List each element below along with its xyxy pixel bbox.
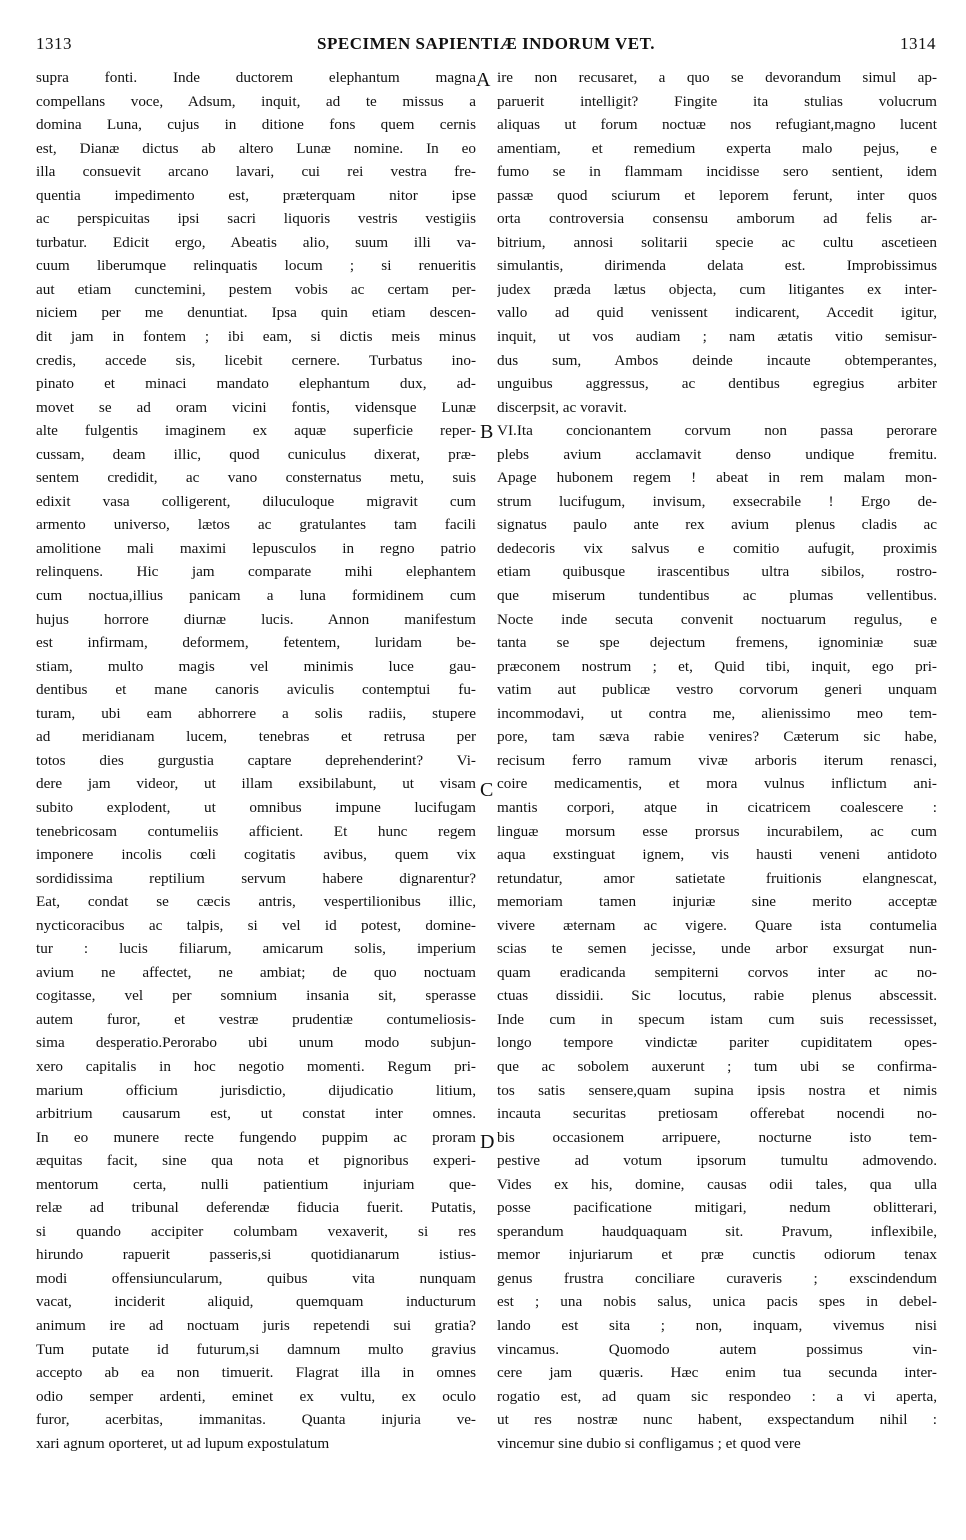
text-line: Nocte inde secuta convenit noctuarum regulus, e [497,610,937,628]
text-line: amolitione mali maximi lepusculos in regno patrio [36,539,476,557]
text-line: niciem per me denuntiat. Ipsa quin etiam descen- [36,304,476,322]
text-line: subito explodent, ut omnibus impune lucifugam [36,798,476,816]
text-line: tanta se spe dejectum fremens, ignominiæ suæ [497,634,937,652]
text-line: ctuas dissidii. Sic locutus, rabie plenus abscessit. [497,987,937,1005]
text-line: odio semper ardenti, eminet ex vultu, ex oculo [36,1387,476,1405]
text-line: simulantis, dirimenda delata est. Improbissimus [497,257,937,275]
text-line: memoriam tamen injuriæ sine merito acceptæ [497,893,937,911]
left-column [36,66,476,1455]
text-line: ut res nostræ nunc habent, exspectandum nihil : [497,1411,937,1429]
margin-letter-b: B [480,421,494,443]
text-line: sordidissima reptilium servum habere dignarentur? [36,869,476,887]
text-line: dit jam in fontem ; ibi eam, si dictis meis minus [36,328,476,346]
text-line: est, Dianæ dictus ab altero Lunæ nomine. In eo [36,139,476,157]
text-line: æquitas facit, sine qua nota et pignoribus experi- [36,1152,476,1170]
text-line: incommodavi, ut contra me, alienissimo meo tem- [497,704,937,722]
text-line: animum ire ad noctuam juris repetendi sui gratia? [36,1316,476,1334]
text-line: accepto ab ea non timuerit. Flagrat illa in omnes [36,1364,476,1382]
text-line: modi offensiuncularum, quibus vita nunquam [36,1269,476,1287]
text-line: vivere æternam ac vigere. Quare ista contumelia [497,916,937,934]
text-line: alte fulgentis imaginem ex aquæ superficie reper- [36,422,476,440]
text-line: longo tempore vindictæ pariter cupiditatem opes- [497,1034,937,1052]
text-line: signatus paulo ante rex avium plenus cladis ac [497,516,937,534]
text-line: aliquas ut forum noctuæ nos refugiant,magno lucent [497,116,937,134]
text-line: avium ne affectet, ne ambiat; de quo noctuam [36,963,476,981]
text-line: autem furor, et vestræ prudentiæ contumeliosis- [36,1010,476,1028]
text-line: que ac sobolem auxerunt ; tum ubi se confirma- [497,1057,937,1075]
text-line: si quando accipiter columbam vexaverit, si res [36,1222,476,1240]
text-line: ad meridianam lucem, tenebras et retrusa per [36,728,476,746]
text-line: hirundo rapuerit passeris,si quotidianarum istius- [36,1246,476,1264]
text-line: dus sum, Ambos deinde incaute obtemperantes, [497,351,937,369]
text-line: edixit vasa colligerent, diluculoque migravit cum [36,492,476,510]
text-line: judex præda lætus objecta, cum litigantes ex inter- [497,280,937,298]
text-line: unguibus aggressus, ac dentibus egregius arbiter [497,375,937,393]
text-line: cuum liberumque relinquatis locum ; si renueritis [36,257,476,275]
text-line: coire medicamentis, et mora vulnus inflictum ani- [497,775,937,793]
right-column [497,66,937,1455]
text-line: incauta securitas pretiosam offerebat nocendi no- [497,1105,937,1123]
text-line: dedecoris vix salvus e comitio aufugit, proximis [497,539,937,557]
text-line: scias te semen jecisse, unde arbor exsurgat nun- [497,940,937,958]
text-line: retundatur, amor satietate fruitionis elangnescat, [497,869,937,887]
text-line: dentibus et mane canoris aviculis contemptui fu- [36,681,476,699]
text-line: tos satis sensere,quam supina ipsis nostra et nimis [497,1081,937,1099]
text-line: sentem credidit, ac vano consternatus metu, suis [36,469,476,487]
text-line: pore, tam sæva rabie venires? Cæterum sic habe, [497,728,937,746]
text-line: cere jam quæris. Hæc enim tua secunda inter- [497,1364,937,1382]
text-line: supra fonti. Inde ductorem elephantum magna [36,69,476,86]
text-line: Tum putate id futurum,si damnum multo gravius [36,1340,476,1358]
text-line: xari agnum oporteret, ut ad lupum expostulatum [36,1434,330,1452]
text-line: furor, acerbitas, immanitas. Quanta injuria ve- [36,1411,476,1429]
text-line: pestive ad votum ipsorum tumultu admovendo. [497,1152,937,1170]
text-line: ac perspicuitas ipsi sacri liquoris vestris vestigiis [36,210,476,228]
text-line: turbatur. Edicit ergo, Abeatis alio, suum illi va- [36,233,476,251]
margin-letter-d: D [480,1131,495,1153]
text-line: genus frustra conciliare curaveris ; exscindendum [497,1269,937,1287]
text-line: memor injuriarum et præ cunctis odiorum tenax [497,1246,937,1264]
text-line: hujus horrore diurnæ lucis. Annon manifestum [36,610,476,628]
text-line: VI.Ita concionantem corvum non passa perorare [497,422,937,440]
text-line: movet se ad oram vicini fontis, vidensque Lunæ [36,398,476,416]
text-line: nycticoracibus ac talpis, si vel id potest, domine- [36,916,476,934]
text-line: vacat, inciderit aliquid, quemquam inducturum [36,1293,476,1311]
text-line: mantis corpori, atque in cicatricem coalescere : [497,798,937,816]
text-line: turam, ubi eam abhorrere a solis radiis, stupere [36,704,476,722]
text-line: marium officium jurisdictio, dijudicatio litium, [36,1081,476,1099]
text-line: recisum ferro ramum vivæ arboris iterum renasci, [497,751,937,769]
text-line: discerpsit, ac voravit. [497,398,627,416]
text-line: sima desperatio.Perorabo ubi unum modo subjun- [36,1034,476,1052]
text-line: etiam quibusque irascentibus ultra sibilos, rostro- [497,563,937,581]
running-title: SPECIMEN SAPIENTIÆ INDORUM VET. [317,34,655,53]
text-line: ire non recusaret, a quo se devorandum simul ap- [497,69,937,86]
text-line: fumo se in flammam incidisse sero sentient, idem [497,163,937,181]
text-line: aqua exstinguat ignem, vis hausti veneni antidoto [497,846,937,864]
text-line: inquit, ut vos audiam ; nam ætatis vitio semisur- [497,328,937,346]
text-line: Inde cum in specum istam cum suis recessisset, [497,1010,937,1028]
text-line: orta controversia consensu amborum ad felis ar- [497,210,937,228]
text-line: bis occasionem arripuere, nocturne isto tem- [497,1128,937,1146]
text-line: vincamus. Quomodo autem possimus vin- [497,1340,937,1358]
text-line: que miserum tundentibus ac plumas vellentibus. [497,587,937,605]
text-line: plebs avium acclamavit denso undique fremitu. [497,445,937,463]
text-line: cogitasse, vel per somnium insania sit, sperasse [36,987,476,1005]
page-number-left: 1313 [36,34,72,53]
text-line: tur : lucis filiarum, amicarum solis, imperium [36,940,476,958]
margin-letter-a: A [476,69,491,91]
text-line: cussam, deam illic, quod cuniculus dixerat, præ- [36,445,476,463]
text-line: dere jam videor, ut illam exsibilabunt, ut visam [36,775,476,793]
text-line: pinato et minaci mandato elephantum dux, ad- [36,375,476,393]
margin-letter-c: C [480,779,494,801]
text-line: totos dies gurgustia captare deprehenderint? Vi- [36,751,476,769]
text-line: aut etiam cunctemini, pestem vobis ac certam per- [36,280,476,298]
text-line: sperandum haudquaquam sit. Pravum, inflexibile, [497,1222,937,1240]
text-line: vallo ad quid venissent indicarent, Accedit igitur, [497,304,937,322]
text-line: Apage hubonem regem ! abeat in rem malam mon- [497,469,937,487]
text-line: compellans voce, Adsum, inquit, ad te missus a [36,92,476,110]
text-line: relinquens. Hic jam comparate mihi elephantem [36,563,476,581]
text-line: cum noctua,illius panicam a luna formidinem cum [36,587,476,605]
text-line: Vides ex his, domine, causas odii tales, qua ulla [497,1175,937,1193]
text-line: armento universo, lætos ac gratulantes tam facili [36,516,476,534]
text-line: In eo munere recte fungendo puppim ac proram [36,1128,476,1146]
text-line: rogatio est, ad quam sic respondeo : a vi aperta, [497,1387,937,1405]
text-line: tenebricosam contumeliis afficient. Et hunc regem [36,822,476,840]
text-line: domina Luna, cujus in ditione fons quem cernis [36,116,476,134]
text-line: posse pacificatione mitigari, nedum oblitterari, [497,1199,937,1217]
text-line: arbitrium causarum est, ut constat inter omnes. [36,1105,476,1123]
text-line: Eat, condat se cæcis antris, vespertilionibus illic, [36,893,476,911]
text-line: illa consuevit arcano lavari, cui rei vestra fre- [36,163,476,181]
text-line: est ; una nobis salus, unica pacis spes in debel- [497,1293,937,1311]
text-line: strum lucifugum, invisum, exsecrabile ! Ergo de- [497,492,937,510]
text-line: amentiam, et remedium experta malo pejus, e [497,139,937,157]
text-line: stiam, multo magis vel minimis luce gau- [36,657,476,675]
text-line: quentia impedimento est, præterquam nitor ipse [36,186,476,204]
text-line: lando est sita ; non, inquam, vivemus nisi [497,1316,937,1334]
text-line: passæ quod sciurum et leporem ferunt, inter quos [497,186,937,204]
text-line: vincemur sine dubio si confligamus ; et quod vere [497,1434,801,1452]
text-line: vatim aut publicæ vestro corvorum generi unquam [497,681,937,699]
text-line: bitrium, annosi solitarii specie ac cultu ascetieen [497,233,937,251]
text-line: quam eradicanda sempiterni corvos inter ac no- [497,963,937,981]
text-line: est infirmam, deformem, fetentem, luridam be- [36,634,476,652]
text-line: xero capitalis in hoc negotio momenti. Regum pri- [36,1057,476,1075]
text-line: linguæ morsum esse prorsus incurabilem, ac cum [497,822,937,840]
text-line: mentorum certa, nulli patientium injuriam que- [36,1175,476,1193]
page-header [36,34,936,58]
text-line: credis, accede sis, licebit cernere. Turbatus ino- [36,351,476,369]
page-number-right: 1314 [900,34,936,53]
text-line: paruerit intelligit? Fingite ita stulias volucrum [497,92,937,110]
text-line: præconem nostrum ; et, Quid tibi, inquit, ego pri- [497,657,937,675]
text-line: imponere incolis cœli cogitatis avibus, quem vix [36,846,476,864]
text-line: relæ ad tribunal deferendæ fiducia fuerit. Putatis, [36,1199,476,1217]
